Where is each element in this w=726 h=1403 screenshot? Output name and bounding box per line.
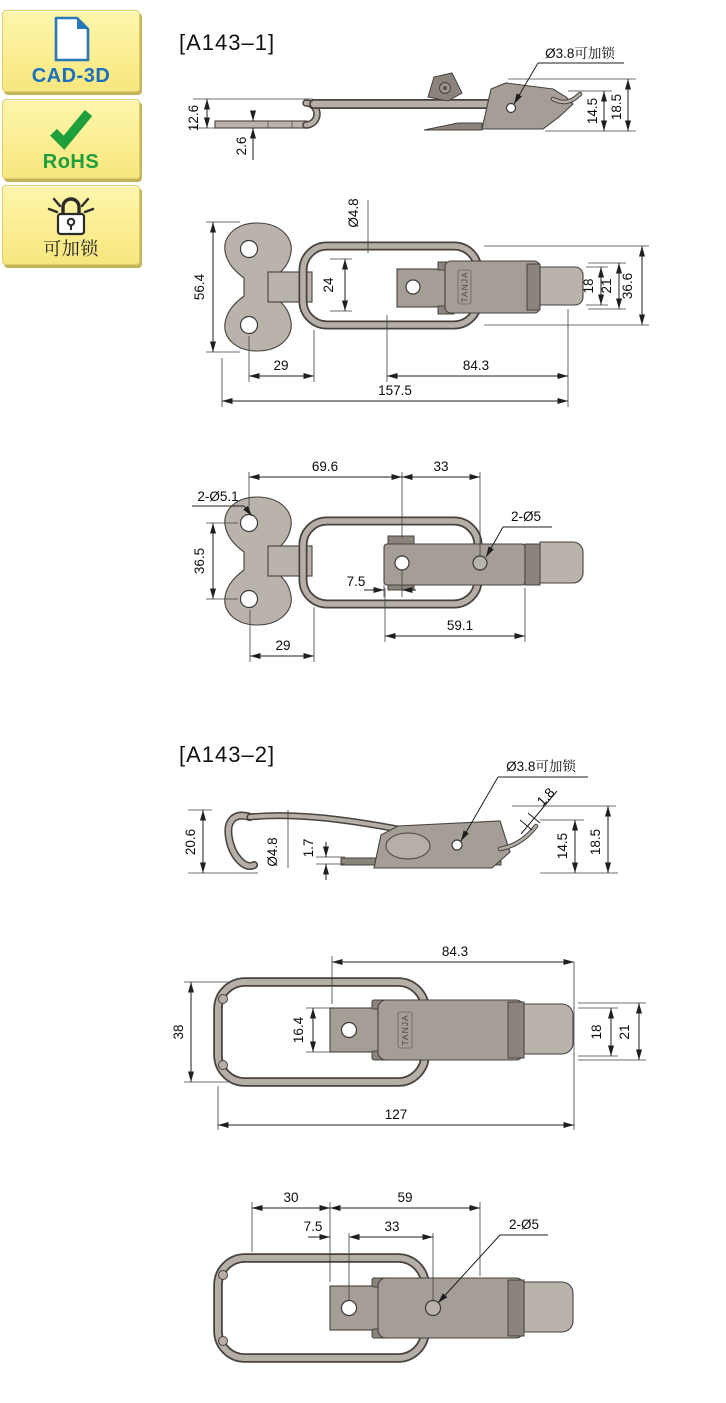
lever-body xyxy=(378,1278,524,1338)
dim-overall-height: 12.6 xyxy=(186,104,201,132)
dim-lever-height: 14.5 xyxy=(585,97,600,125)
plate-hole-top xyxy=(241,515,258,532)
padlock-icon xyxy=(45,192,97,236)
dim-loop-width: 38 xyxy=(171,1024,186,1040)
badge-label-rohs: RoHS xyxy=(42,151,100,173)
latch-part-drawing xyxy=(225,223,583,351)
a143-2-bottom-view xyxy=(170,1180,650,1395)
dim-hole-pitch: 33 xyxy=(433,459,449,474)
dim-edge-to-hole: 7.5 xyxy=(303,1219,323,1234)
checkmark-icon xyxy=(43,106,99,148)
dim-lever-width: 21 xyxy=(599,278,614,294)
bracket-hole xyxy=(406,280,420,294)
dim-edge-to-hole: 7.5 xyxy=(346,574,366,589)
dim-lever-length: 84.3 xyxy=(462,358,490,373)
dim-lever-height: 14.5 xyxy=(555,832,570,860)
dim-hook-width: 18 xyxy=(581,278,596,294)
dim-wire-diameter: Ø4.8 xyxy=(265,837,280,867)
base-flange xyxy=(424,123,482,130)
callout-lock-hole: Ø3.8可加锁 xyxy=(545,46,615,61)
callout-body-holes: 2-Ø5 xyxy=(508,1217,540,1232)
dim-hole-pitch: 33 xyxy=(384,1219,400,1234)
dim-plate-thickness: 2.6 xyxy=(234,136,249,156)
hook-plate xyxy=(540,267,583,305)
dim-overall-length: 157.5 xyxy=(378,383,412,398)
lock-hole xyxy=(507,104,516,113)
a143-1-top-view xyxy=(185,186,655,408)
section-title-a143-2: [A143–2] xyxy=(179,742,276,767)
dim-lever-length: 84.3 xyxy=(441,944,469,959)
plate-hole-bottom xyxy=(241,317,258,334)
dim-total-height: 18.5 xyxy=(609,93,624,121)
dim-wire-end-offset: 30 xyxy=(283,1190,299,1205)
badge-label-cad-3d: CAD-3D xyxy=(31,65,111,87)
dim-lever-width: 21 xyxy=(617,1024,632,1040)
cad-document-icon xyxy=(51,16,91,62)
dim-plate-hole-pitch: 36.5 xyxy=(192,547,207,575)
badge-rohs[interactable] xyxy=(2,99,140,179)
dim-plate-width: 56.4 xyxy=(192,273,207,301)
hook-plate xyxy=(524,1282,573,1332)
wire-end-cap xyxy=(219,1061,228,1070)
badge-lockable[interactable] xyxy=(2,185,140,265)
hook-plate xyxy=(524,1004,573,1054)
badge-cad-3d[interactable] xyxy=(2,10,140,92)
dim-loop-inner: 24 xyxy=(321,277,336,293)
callout-lock-hole: Ø3.8可加锁 xyxy=(506,759,576,774)
dim-body-offset: 59 xyxy=(397,1190,413,1205)
bracket-hole xyxy=(342,1301,357,1316)
latch-part-drawing xyxy=(218,1258,573,1358)
brand-stamp: TANJA xyxy=(400,1014,410,1046)
wire-end-cap xyxy=(219,1271,228,1280)
a143-1-side-view xyxy=(170,38,645,188)
callout-body-holes: 2-Ø5 xyxy=(510,509,542,524)
dim-hook-height: 20.6 xyxy=(183,828,198,856)
dim-hole-offset: 29 xyxy=(275,638,291,653)
dim-bracket-width: 16.4 xyxy=(291,1016,306,1044)
hook-plate xyxy=(540,542,583,583)
wire-end-cap xyxy=(219,1337,228,1346)
a143-1-bottom-view xyxy=(185,460,655,675)
latch-part-drawing xyxy=(215,73,580,130)
latch-part-drawing xyxy=(218,982,573,1082)
plate-hole-bottom xyxy=(241,591,258,608)
bracket-hole xyxy=(342,1023,357,1038)
callout-plate-holes: 2-Ø5.1 xyxy=(197,489,239,504)
dim-base-thickness: 1.7 xyxy=(301,838,316,858)
lever-body-side xyxy=(482,83,573,129)
dim-overall-width: 36.6 xyxy=(620,272,635,300)
plate-hole-top xyxy=(241,241,258,258)
body-hole-right xyxy=(473,556,487,570)
a143-2-side-view xyxy=(170,758,645,900)
badge-label-lockable: 可加锁 xyxy=(43,239,99,259)
dim-pivot-distance: 69.6 xyxy=(311,459,339,474)
body-hole-left xyxy=(395,556,409,570)
dim-overall-length: 127 xyxy=(384,1107,408,1122)
a143-2-top-view xyxy=(170,940,650,1136)
pivot-bracket xyxy=(397,269,450,307)
dim-hole-offset: 29 xyxy=(273,358,289,373)
wire-boss xyxy=(386,833,430,859)
brand-stamp: TANJA xyxy=(459,271,470,303)
dim-hook-width: 18 xyxy=(589,1024,604,1040)
dim-wire-diameter: Ø4.8 xyxy=(346,198,361,228)
dim-body-length: 59.1 xyxy=(446,618,474,633)
lock-hole xyxy=(452,840,462,850)
dim-handle-thickness: 1.8 xyxy=(533,784,558,809)
wire-end-cap xyxy=(219,995,228,1004)
dim-total-height: 18.5 xyxy=(588,828,603,856)
section-title-a143-1: [A143–1] xyxy=(179,30,276,55)
hook-plate-side xyxy=(215,121,307,128)
